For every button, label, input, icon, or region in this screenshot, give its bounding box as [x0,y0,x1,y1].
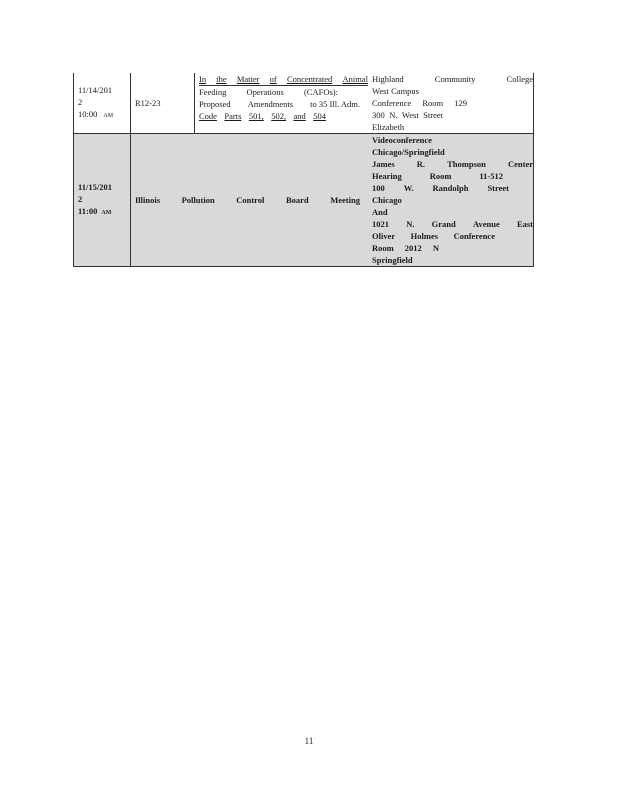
word: W. [403,183,414,193]
location-cell [368,134,534,267]
word: Street [423,110,443,120]
word: Animal [342,74,368,84]
title-line [199,86,368,98]
word: Illinois [135,195,161,205]
word: Room [372,243,394,253]
word: Street [487,183,509,193]
word: Campus [391,86,419,96]
case-number-cell [131,73,195,134]
location-line [372,73,533,85]
location-line [372,109,533,121]
word: Matter [236,74,260,84]
word: Grand [431,219,456,229]
date-line: 11/15/201 [78,182,113,192]
am-pm: AM [101,210,112,216]
word: And [372,207,388,217]
date-line: 2 [78,194,83,204]
word: Room [422,98,444,108]
location-line [372,134,533,146]
word: Pollution [181,195,215,205]
location-line [372,158,533,170]
location-line [372,97,533,109]
word: Board [285,195,309,205]
date-cell [74,134,131,267]
word: Springfield [372,255,413,265]
am-pm: AM [103,113,114,119]
word: Code [199,111,217,121]
location-line [372,206,533,218]
location-line [372,230,533,242]
page-number: 11 [304,736,314,746]
word: N. [406,219,415,229]
word: R. [416,159,426,169]
word: Holmes [410,231,439,241]
word: Operations [246,87,284,97]
word: Concentrated [286,74,333,84]
word: Highland [372,74,404,84]
time: 11:00 [78,206,98,216]
table-row [74,134,534,267]
title-cell [131,134,369,267]
location-line [372,218,533,230]
word: Chicago [372,195,402,205]
word: Community [434,74,476,84]
location-line [372,121,533,133]
time: 10:00 [78,109,98,119]
location-line [372,170,533,182]
word: Control [236,195,265,205]
word: 501, [248,111,264,121]
title-line[interactable] [199,110,368,122]
word: Meeting [330,195,360,205]
location-line [372,194,533,206]
word: Proposed [199,99,231,109]
location-line [372,242,533,254]
title-line [135,194,368,206]
word: (CAFOs): [303,87,338,97]
word: Videoconference [372,135,432,145]
location-cell [368,73,534,134]
hearing-schedule-table [73,73,534,267]
date-line: 11/14/201 [78,85,113,95]
word: 504 [313,111,326,121]
word: N [432,243,439,253]
word: 300 [372,110,385,120]
word: Chicago/Springfield [372,147,445,157]
word: Feeding [199,87,227,97]
date-line: 2 [78,97,83,107]
word: In [199,74,207,84]
word: West [401,110,419,120]
word: to 35 Ill. Adm. [310,99,360,109]
word: West [372,86,389,96]
word: Amendments [247,99,294,109]
location-line [372,85,533,97]
word: Conference [372,98,412,108]
title-line[interactable] [199,73,368,86]
word: 2012 [404,243,422,253]
case-number: R12-23 [135,98,161,108]
word: Randolph [432,183,469,193]
title-line [199,98,368,110]
word: Thompson [447,159,486,169]
location-line [372,146,533,158]
date-cell [74,73,131,134]
location-line [372,254,533,266]
word: Avenue [472,219,500,229]
table-row [74,73,534,134]
word: 502, [271,111,287,121]
location-line [372,182,533,194]
word: N. [389,110,398,120]
word: Center [507,159,533,169]
word: the [216,74,227,84]
word: 129 [454,98,467,108]
word: Hearing [372,171,402,181]
time-line [78,205,130,219]
word: Elizabeth [372,122,405,132]
word: Parts [224,111,242,121]
word: 11-512 [479,171,503,181]
word: College [506,74,533,84]
word: James [372,159,395,169]
word: Oliver [372,231,396,241]
word: Conference [453,231,495,241]
word: Room [429,171,452,181]
word: 100 [372,183,385,193]
word: East [516,219,533,229]
word: 1021 [372,219,389,229]
time-line [78,108,130,122]
word: of [269,74,277,84]
word: and [293,111,306,121]
title-cell [195,73,369,134]
